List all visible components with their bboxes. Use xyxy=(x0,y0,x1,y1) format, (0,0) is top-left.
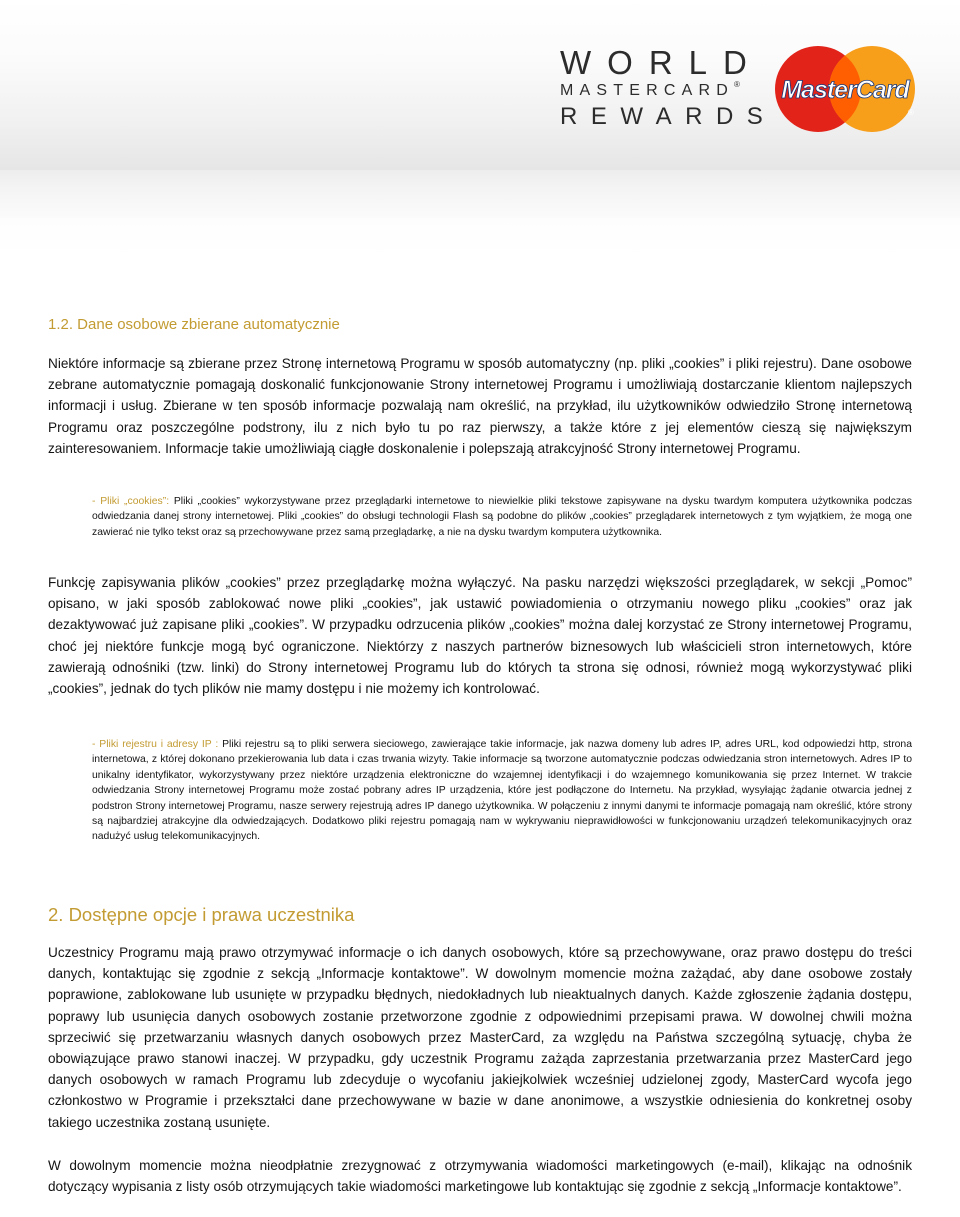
note-log-files xyxy=(92,737,912,845)
section-title-2: 2. Dostępne opcje i prawa uczestnika xyxy=(48,904,355,925)
brand-line-rewards: REWARDS xyxy=(560,103,777,130)
mastercard-logo-text: MasterCard xyxy=(781,76,909,104)
section-title-1-2: 1.2. Dane osobowe zbierane automatycznie xyxy=(48,316,340,333)
note-log-files-label: - Pliki rejestru i adresy IP : xyxy=(92,739,219,750)
brand-registered-mark: ® xyxy=(734,80,740,89)
note-cookies-label: - Pliki „cookies”: xyxy=(92,496,170,507)
mastercard-logo-registered-mark: ® xyxy=(908,108,914,117)
paragraph-cookies-disable: Funkcję zapisywania plików „cookies” przez przeglądarkę można wyłączyć. Na pasku narzędzi większości przeglądarek, w sekcji „Pomoc” opisano, w jaki sposób zablokować nowe pliki „cookies”, jak ustawić powiadomienia o otrzymaniu nowego pliku „cookies” oraz jak dezaktywować już zapisane pliki „cookies”. W przypadku odrzucenia plików „cookies” można dalej korzystać ze Strony internetowej Programu, choć jej niektóre funkcje mogą być ograniczone. Niektórzy z naszych partnerów biznesowych lub właścicieli stron internetowych, które zawierają odnośniki (tzw. linki) do Strony internetowej Programu lub do których ta strona się odnosi, również mogą wykorzystywać pliki „cookies”, jednak do tych plików nie mamy dostępu i nie możemy ich kontrolować. xyxy=(48,575,912,697)
divider-fade xyxy=(0,218,960,258)
mastercard-logo xyxy=(774,45,916,133)
brand-line-mastercard-text: MASTERCARD xyxy=(560,82,735,99)
paragraph-marketing-optout: W dowolnym momencie można nieodpłatnie zrezygnować z otrzymywania wiadomości marketingowych (e-mail), klikając na odnośnik dotyczący wypisania z listy osób otrzymujących takie wiadomości marketingowe lub kontaktując się zgodnie z sekcją „Informacje kontaktowe”. xyxy=(48,1158,912,1195)
brand-line-world: WORLD xyxy=(560,44,763,81)
header-divider-band xyxy=(0,170,960,218)
note-cookies xyxy=(92,494,912,540)
paragraph-automatic-data: Niektóre informacje są zbierane przez Stronę internetową Programu w sposób automatyczny (np. pliki „cookies” i pliki rejestru). Dane osobowe zebrane automatycznie pomagają doskonalić funkcjonowanie Strony internetowej Programu i umożliwiają dostarczanie klientom najlepszych informacji i usług. Zbierane w ten sposób informacje pozwalają nam określić, na przykład, ilu użytkowników odwiedziło Stronę internetową Programu oraz poszczególne podstrony, ilu z nich było tu po raz pierwszy, a także które z jej elementów cieszą się największym zainteresowaniem. Informacje takie umożliwiają ciągłe doskonalenie i polepszają atrakcyjność Strony internetowej Programu. xyxy=(48,356,912,456)
paragraph-participant-rights: Uczestnicy Programu mają prawo otrzymywać informacje o ich danych osobowych, które są przechowywane, oraz prawo dostępu do treści danych, kontaktując się zgodnie z sekcją „Informacje kontaktowe”. W dowolnym momencie można zażądać, aby dane osobowe zostały poprawione, zablokowane lub usunięte w przypadku błędnych, niedokładnych lub nieaktualnych danych. Każde zgłoszenie żądania dostępu, poprawy lub usunięcia danych osobowych zostanie przetworzone zgodnie z odpowiednimi przepisami prawa. W dowolnej chwili można sprzeciwić się przetwarzaniu własnych danych osobowych przez MasterCard, za względu na Państwa szczególną sytuację, chyba że obowiązujące prawo stanowi inaczej. W przypadku, gdy uczestnik Programu zażąda zaprzestania przetwarzania przez MasterCard jego danych osobowych w ramach Programu lub zdecyduje o wycofaniu jakiejkolwiek wcześniej udzielonej zgody, MasterCard wycofa jego członkostwo w Programie i przekształci dane przechowywane w bazie w dane anonimowe, a wszystkie odniesienia do konkretnej osoby takiego uczestnika zostaną usunięte. xyxy=(48,945,912,1130)
note-log-files-text: Pliki rejestru są to pliki serwera sieciowego, zawierające takie informacje, jak nazwa domeny lub adres IP, adres URL, kod odpowiedzi http, strona internetowa, z której dokonano przekierowania lub data i czas trwania wizyty. Takie informacje są tworzone automatycznie podczas odwiedzania stron internetowych. Adres IP to unikalny identyfikator, wykorzystywany przez niektóre urządzenia elektroniczne do wzajemnej identyfikacji i do wzajemnego komunikowania się przez Internet. W trakcie odwiedzania Strony internetowej Programu może zostać pobrany adres IP urządzenia, które jest podłączone do Internetu. Na przykład, wysyłając żądanie otwarcia jednej z podstron Strony internetowej Programu, nasze serwery rejestrują adres IP danego użytkownika. W połączeniu z innymi danymi te informacje pomagają nam określić, które strony są najbardziej atrakcyjne dla odwiedzających. Dodatkowo pliki rejestru pomagają nam w wykrywaniu nieprawidłowości w funkcjonowaniu urządzeń telekomunikacyjnych oraz nadużyć usług telekomunikacyjnych. xyxy=(92,739,912,843)
note-cookies-text: Pliki „cookies” wykorzystywane przez przeglądarki internetowe to niewielkie pliki tekstowe zapisywane na dysku twardym komputera użytkownika podczas odwiedzania danej strony internetowej. Pliki „cookies” do obsługi technologii Flash są podobne do plików „cookies” przeglądarek internetowych z tym wyjątkiem, że mogą one zawierać nie tylko tekst oraz są przechowywane przez samą przeglądarkę, a nie na dysku twardym komputera użytkownika. xyxy=(92,496,913,538)
brand-line-mastercard xyxy=(560,82,740,100)
